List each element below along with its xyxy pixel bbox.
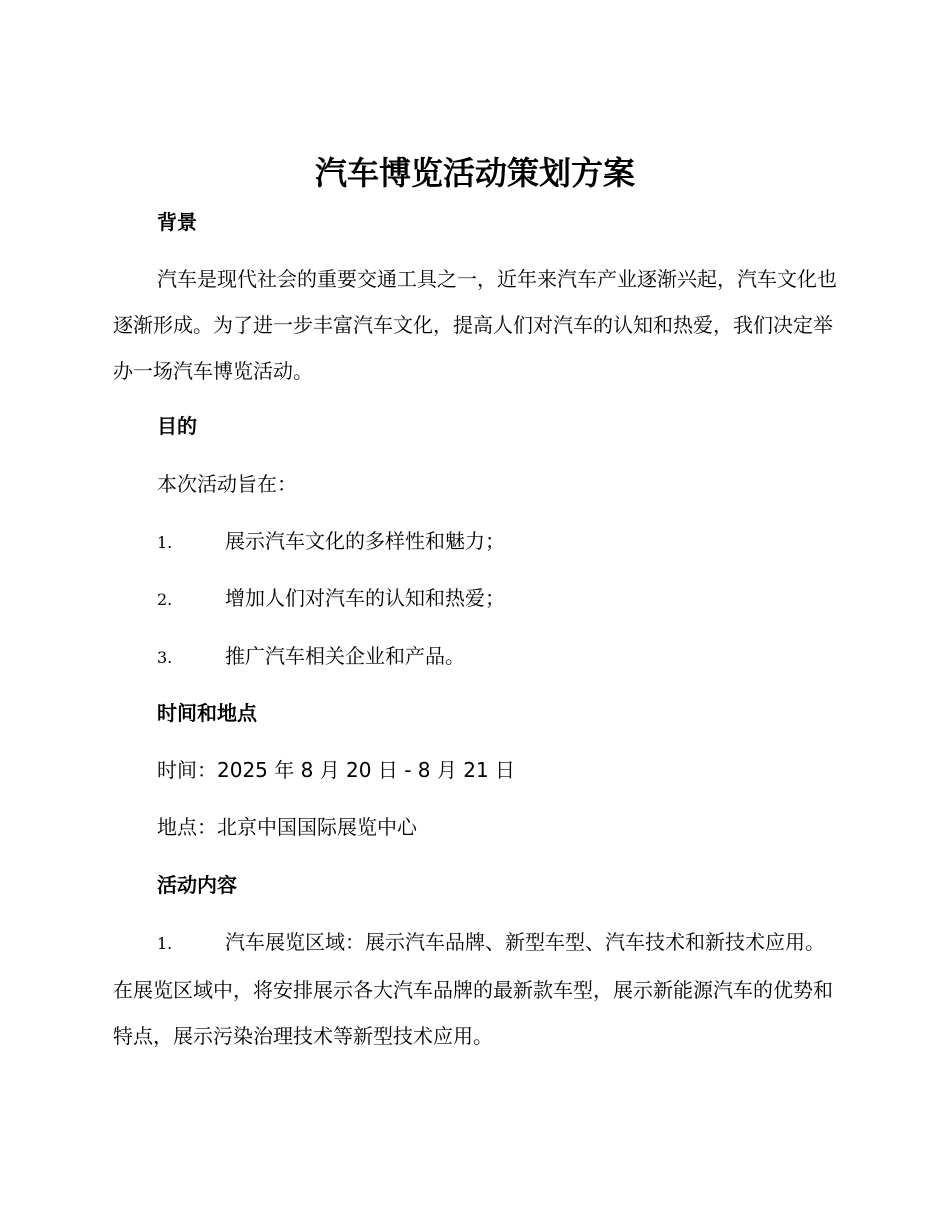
section-heading-content: 活动内容 (157, 873, 237, 897)
list-number: 2. (157, 590, 173, 609)
section-heading-purpose: 目的 (157, 414, 197, 438)
purpose-list-item (157, 527, 505, 557)
list-number: 1. (157, 533, 173, 552)
section-heading-background: 背景 (157, 210, 197, 234)
list-item-text: 增加人们对汽车的认知和热爱； (225, 586, 505, 610)
purpose-list-item (157, 584, 505, 614)
list-number: 3. (157, 648, 173, 667)
list-item-text: 推广汽车相关企业和产品。 (225, 644, 465, 668)
section-heading-time-place: 时间和地点 (157, 701, 257, 725)
purpose-intro: 本次活动旨在： (157, 472, 297, 496)
purpose-list-item (157, 642, 465, 672)
list-item-text: 展示汽车文化的多样性和魅力； (225, 529, 505, 553)
list-item-text: 汽车展览区域：展示汽车品牌、新型车型、汽车技术和新技术应用。在展览区域中，将安排展示各大汽车品牌的最新款车型，展示新能源汽车的优势和特点，展示污染治理技术等新型技术应用。 (113, 930, 833, 1048)
list-number: 1. (157, 934, 173, 953)
event-time: 时间：2025 年 8 月 20 日 - 8 月 21 日 (157, 758, 516, 782)
content-list-item (113, 919, 838, 1059)
event-place: 地点：北京中国国际展览中心 (157, 815, 417, 839)
document-title: 汽车博览活动策划方案 (314, 154, 635, 192)
background-paragraph: 汽车是现代社会的重要交通工具之一，近年来汽车产业逐渐兴起，汽车文化也逐渐形成。为了进一步丰富汽车文化，提高人们对汽车的认知和热爱，我们决定举办一场汽车博览活动。 (113, 267, 837, 383)
